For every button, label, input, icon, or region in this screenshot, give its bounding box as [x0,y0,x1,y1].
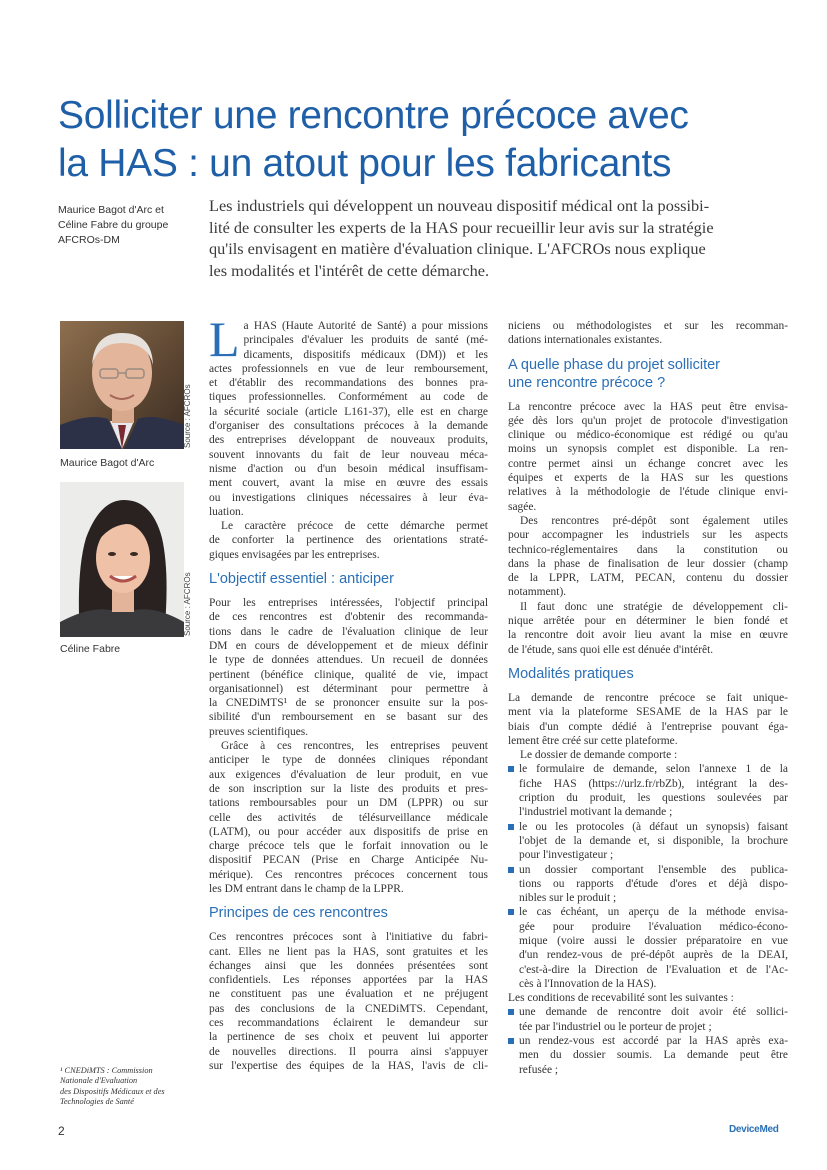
body-line: l'objet de la demande et, si disponible, la brochure [519,834,788,847]
body-line: Ces rencontres précoces sont à l'initiative du fabri- [209,931,488,944]
footnote-line: des Dispositifs Médicaux et des [60,1086,165,1096]
body-line: cès à l'Innovation de la HAS). [519,977,657,990]
photo-caption: Maurice Bagot d'Arc [60,457,155,469]
lead-line: les modalités et l'intérêt de cette démarche. [209,260,490,280]
body-line: nisme d'action ou d'un besoin médical insuffisam- [209,462,488,475]
body-line: gée dès lors qu'un projet de protocole d'investigation [508,414,788,427]
body-line: tions dans le cadre de l'évaluation clinique de leur [209,625,488,638]
body-line: clinique ou médico-économique est rédigé ou qu'au [508,429,788,442]
body-line: giques envisagées par les entreprises. [209,548,380,561]
bullet-item [508,762,788,819]
body-line: pertinent (bénéfice clinique, qualité de vie, impact [209,668,488,681]
body-line: les DM entrant dans le champ de la LPPR. [209,882,404,895]
bullet-item [508,820,788,863]
body-line: de l'étude, sans quoi elle est dénuée d'intérêt. [508,643,714,656]
body-line: des entreprises développant de nouveaux produits, [209,434,488,447]
bullet-square-icon [508,909,514,915]
lead-line: lité de consulter les experts de la HAS pour recueillir leur avis sur la stratégie [209,217,714,237]
portrait-photo-maurice [60,321,184,449]
body-line: DM en cours de développement et de mieux définir [209,639,488,652]
body-line: preuves scientifiques. [209,725,309,738]
body-line: Des rencontres pré-dépôt sont également utiles [520,514,788,527]
photo-source: Source : AFCROs [183,572,192,636]
body-line: de son inscription sur la liste des produits et pres- [209,782,488,795]
body-line: d'organiser des consultations précoces à la demande [209,420,488,433]
body-line: anticiper le type de données cliniques répondant [209,754,488,767]
body-line: cription du produit, les questions soulevées par [519,792,788,805]
section-heading: Principes de ces rencontres [209,905,388,922]
body-line: Le caractère précoce de cette démarche permet [221,520,488,533]
body-line: ou investigations cliniques nécessaires à leur éva- [209,491,488,504]
body-line: un rendez-vous est accordé par la HAS après exa- [519,1035,788,1048]
body-line: La demande de rencontre précoce se fait unique- [508,691,788,704]
body-line: ment couvert, avant la mise en œuvre des essais [209,477,488,490]
body-line: le cas échéant, un aperçu de la méthode envisa- [519,906,788,919]
body-line: principales d'évaluer les produits de santé (mé- [243,334,488,347]
bullet-item [508,1034,788,1077]
body-line: ment via la plateforme SESAME de la HAS par le [508,706,788,719]
article-title [58,92,778,188]
body-line: la rencontre doit avoir lieu avant la mise en œuvre [508,629,788,642]
body-line: cant. Elles ne lient pas la HAS, sont gratuites et les [209,945,488,958]
text-column-right [508,319,788,1077]
body-line: confidentiels. Les réponses apportées par la HAS [209,974,488,987]
body-line: tée par l'industriel ou le porteur de projet ; [519,1020,712,1033]
body-line: biais d'un compte dédié à l'entreprise pouvant éga- [508,720,788,733]
body-line: la CNEDiMTS¹ de se prononcer ensuite sur la pos- [209,697,488,710]
body-line: relatives à la méthodologie de l'étude clinique envi- [508,486,788,499]
bullet-item [508,863,788,906]
body-line: et d'établir des recommandations des bonnes pra- [209,377,488,390]
body-line: gée pour produire l'évaluation médico-écono- [519,920,788,933]
body-line: Le dossier de demande comporte : [520,749,678,762]
section-heading: Modalités pratiques [508,665,634,682]
body-line: sur l'expertise des équipes de la HAS, l'avis de cli- [209,1059,488,1072]
body-line: fiche HAS (https://urlz.fr/rbZb), intégrant la des- [519,777,788,790]
lead-line: Les industriels qui développent un nouveau dispositif médical ont la possibi- [209,196,710,215]
body-line: tiques professionnelles. Conformément au code de [209,391,488,404]
body-line: tions ou rapports d'étude d'ores et déjà dispo- [519,877,788,890]
body-line: Les conditions de recevabilité sont les suivantes : [508,992,734,1005]
lead-line: qu'ils envisagent en matière d'évaluation clinique. L'AFCROs nous explique [209,239,706,258]
body-line: de nouvelles directions. Il pourra ainsi s'appuyer [209,1045,488,1058]
title-line: la HAS : un atout pour les fabricants [58,142,672,185]
body-line: équipes et experts de la HAS sur les questions [508,472,788,485]
portrait-photo-celine [60,482,184,637]
author-line: Céline Fabre du groupe [58,219,169,231]
body-line: une demande de rencontre doit avoir été sollici- [519,1006,788,1019]
body-line: le ou les protocoles (à défaut un synopsis) faisant [519,820,788,833]
body-line: celle des activités de télésurveillance médicale [209,811,488,824]
photo-caption: Céline Fabre [60,643,121,655]
body-line: refusée ; [519,1063,559,1076]
author-line: Maurice Bagot d'Arc et [58,204,164,216]
body-line: dations internationales existantes. [508,334,663,347]
body-line: ces recommandations éclairent le demandeur sur [209,1017,488,1030]
body-line: de conforter la pertinence des orientations straté- [209,534,488,547]
body-line: pour l'investigateur ; [519,849,614,862]
footnote-line: Technologies de Santé [60,1096,134,1106]
body-line: pas des conclusions de la CNEDiMTS. Cependant, [209,1002,488,1015]
body-line: aux exigences d'évaluation de leur produit, en vue [209,768,488,781]
body-line: moins un synopsis complet est disponible. La ren- [508,443,788,456]
body-line: la pertinence de ses choix et peuvent lui apporter [209,1031,488,1044]
photo-source: Source : AFCROs [183,384,192,448]
author-line: AFCROs-DM [58,234,120,246]
body-line: mérique). Ces rencontres précoces concernent tous [209,868,488,881]
bullet-square-icon [508,1009,514,1015]
body-line: échanges ainsi que les données présentées sont [209,959,488,972]
body-line: dicaments, dispositifs médicaux (DM)) et les [243,348,488,361]
footnote-line: Nationale d'Evaluation [60,1076,138,1086]
body-line: de ces rencontres est d'obtenir des recommanda- [209,611,488,624]
body-line: sibilité d'un remboursement en se basant sur des [209,711,488,724]
bullet-item [508,1005,788,1034]
footnote [60,1066,190,1107]
body-line: le type de données attendues. Un recueil de données [209,654,488,667]
bullet-square-icon [508,1038,514,1044]
body-line: la sécurité sociale (article L161-37), elle est en charge [209,405,488,418]
body-line: a HAS (Haute Autorité de Santé) a pour missions [243,320,488,332]
body-line: Grâce à ces rencontres, les entreprises peuvent [221,740,488,753]
body-line: pour accompagner les industriels sur les aspects [508,529,788,542]
bullet-item [508,905,788,991]
body-line: technico-réglementaires dans la constitution ou [508,543,788,556]
text-column-left [209,311,488,1073]
bullet-square-icon [508,824,514,830]
section-heading: L'objectif essentiel : anticiper [209,571,394,588]
lead-paragraph [209,195,789,281]
body-line: l'industriel motivant la demande ; [519,806,673,819]
body-line: contre permet ainsi un échange concret avec les [508,457,788,470]
title-line: Solliciter une rencontre précoce avec [58,94,689,137]
page-number: 2 [58,1124,65,1138]
body-line: lement être créé sur cette plateforme. [508,734,678,747]
body-line: un dossier comportant l'ensemble des publica- [519,863,788,876]
author-credit [58,203,198,248]
body-line: tations remboursables pour un DM (LPPR) ou sur [209,797,488,810]
body-line: de la LPPR, LATM, PECAN, contenu du dossier [508,572,788,585]
body-line: men du dossier soumis. La demande peut être [519,1049,788,1062]
section-heading: une rencontre précoce ? [508,374,666,391]
body-line: sagée. [508,500,537,513]
body-line: luation. [209,505,244,518]
body-line: La rencontre précoce avec la HAS peut être envisa- [508,400,788,413]
body-line: actes professionnels en vue de leur remboursement, [209,362,488,375]
body-line: dispositif PECAN (Prise en Charge Anticipée Nu- [209,854,488,867]
footnote-line: ¹ CNEDiMTS : Commission [60,1066,153,1075]
body-line: mique (voire aussi le dossier préparatoire en vue [519,934,788,947]
body-line: d'un rendez-vous de pré-dépôt auprès de la DEAI, [519,949,788,962]
body-line: niciens ou méthodologistes et sur les recomman- [508,320,788,332]
body-line: nibles sur le produit ; [519,892,617,905]
body-line: dans la phase de finalisation de leur dossier (champ [508,557,788,570]
drop-cap: L [209,311,240,367]
bullet-square-icon [508,867,514,873]
body-line: souvent innovants du fait de leur nouveau méca- [209,448,488,461]
body-line: charge précoce tels que le forfait innovation ou le [209,840,488,853]
body-line: Pour les entreprises intéressées, l'objectif principal [209,597,488,610]
brand-logo: DeviceMed [729,1124,779,1135]
body-line: le formulaire de demande, selon l'annexe 1 de la [519,763,788,776]
body-line: nique arrêtée pour en déterminer le bien fondé et [508,615,788,628]
section-heading: A quelle phase du projet solliciter [508,356,720,373]
body-line: Il faut donc une stratégie de développement cli- [520,600,788,613]
bullet-square-icon [508,766,514,772]
body-line: c'est-à-dire la Direction de l'Evaluation et de l'Ac- [519,963,788,976]
body-line: notamment). [508,586,567,599]
body-line: organisationnel) est déterminant pour permettre à [209,682,488,695]
body-line: (LATM), ou pour accéder aux dispositifs de prise en [209,825,488,838]
body-line: ne constituent pas une évaluation et ne préjugent [209,988,488,1001]
